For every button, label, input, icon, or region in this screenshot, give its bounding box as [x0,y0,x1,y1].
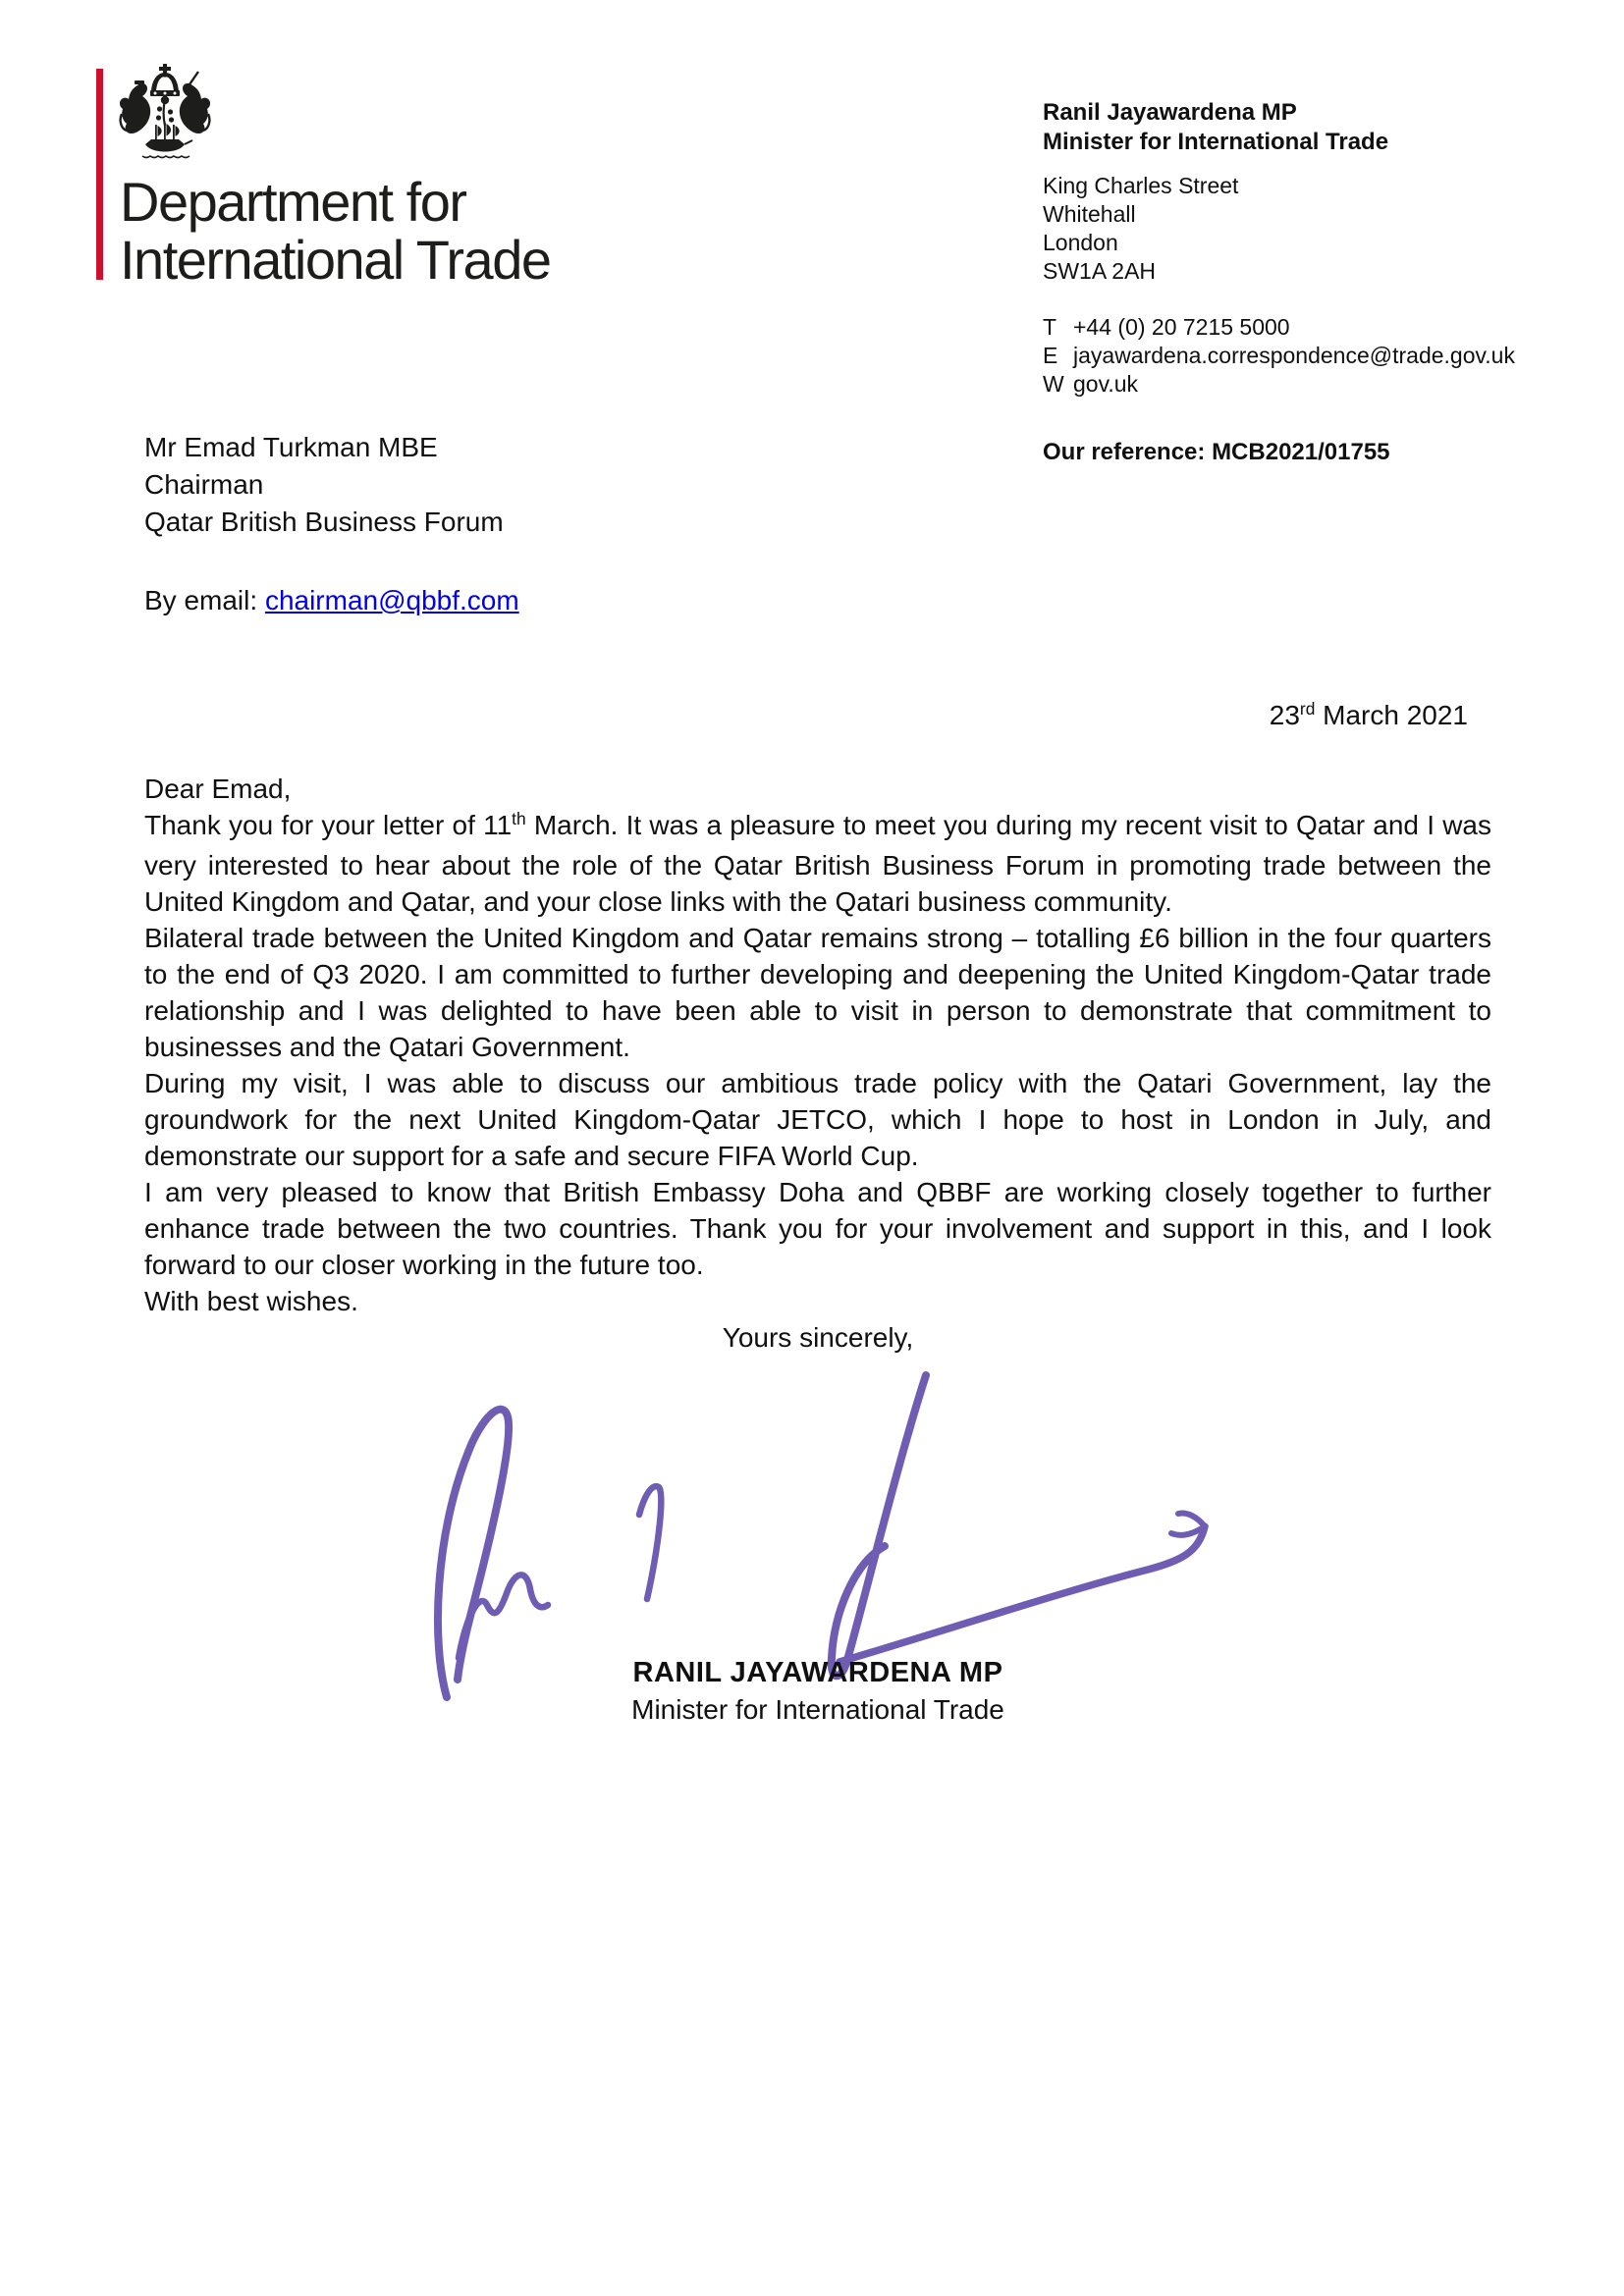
department-name-line2: International Trade [120,229,551,291]
recipient-block [144,429,519,619]
by-email-line [144,582,519,619]
closing-line: With best wishes. [144,1286,358,1316]
salutation: Dear Emad, [144,774,292,804]
signatory-name: RANIL JAYAWARDENA MP [632,1657,1003,1688]
website-label: W [1043,371,1064,397]
brand-red-bar [96,69,103,280]
recipient-email-link[interactable]: chairman@qbbf.com [264,585,519,615]
telephone-label: T [1043,314,1057,340]
contact-row-telephone [1043,313,1593,342]
paragraph-2: Bilateral trade between the United Kingdom and Qatar remains strong – totalling £6 billion in the four quarters to the end of Q3 2020. I am committed to further developing and deepening the United Kingdom-Qatar trade relationship and I was delighted to have been able to visit in person to demonstrate that commitment to businesses and the Qatari Government. [144,923,1491,1062]
sender-title: Minister for International Trade [1043,129,1389,155]
date-ordinal: rd [1299,699,1316,720]
sender-address [1043,172,1593,286]
paragraph-1-text: March. It was a pleasure to meet you during my recent visit to Qatar and I was very interested to hear about the role of the Qatar British Business Forum in promoting trade between the United Kingdom and Qatar, and your close links with the Qatari business community. [144,810,1491,917]
sender-block [1043,98,1593,466]
recipient-organisation: Qatar British Business Forum [144,507,504,537]
paragraph-1 [144,807,1491,920]
sender-contacts [1043,313,1593,399]
sender-name: Ranil Jayawardena MP [1043,99,1297,126]
letter-body [144,771,1491,1728]
valediction: Yours sincerely, [722,1322,914,1353]
address-line: SW1A 2AH [1043,258,1157,284]
recipient-role: Chairman [144,469,264,500]
paragraph-4: I am very pleased to know that British Embassy Doha and QBBF are working closely together to further enhance trade between the two countries. Thank you for your involvement and support in this, and I look forward to our closer working in the future too. [144,1177,1491,1280]
email-value: jayawardena.correspondence@trade.gov.uk [1073,343,1515,368]
recipient-name: Mr Emad Turkman MBE [144,432,438,462]
telephone-value: +44 (0) 20 7215 5000 [1073,314,1290,340]
paragraph-1-text: Thank you for your letter of 11 [144,810,513,840]
date-rest: March 2021 [1315,700,1468,730]
signatory-title: Minister for International Trade [631,1694,1004,1725]
department-logotype [120,173,550,289]
website-value: gov.uk [1073,371,1139,397]
email-label: E [1043,343,1058,368]
our-reference: Our reference: MCB2021/01755 [1043,439,1390,465]
address-line: King Charles Street [1043,173,1239,198]
department-name-line1: Department for [120,171,466,233]
address-line: Whitehall [1043,201,1136,227]
date-day: 23 [1269,700,1300,730]
letter-date [144,697,1491,737]
paragraph-1-ordinal: th [512,809,526,829]
by-email-label: By email: [144,585,265,615]
address-line: London [1043,230,1118,255]
contact-row-email [1043,342,1593,370]
contact-row-website [1043,370,1593,399]
paragraph-3: During my visit, I was able to discuss our ambitious trade policy with the Qatari Government, lay the groundwork for the next United Kingdom-Qatar JETCO, which I hope to host in London in July, and demonstrate our support for a safe and secure FIFA World Cup. [144,1068,1491,1171]
royal-coat-of-arms-icon [118,63,212,163]
